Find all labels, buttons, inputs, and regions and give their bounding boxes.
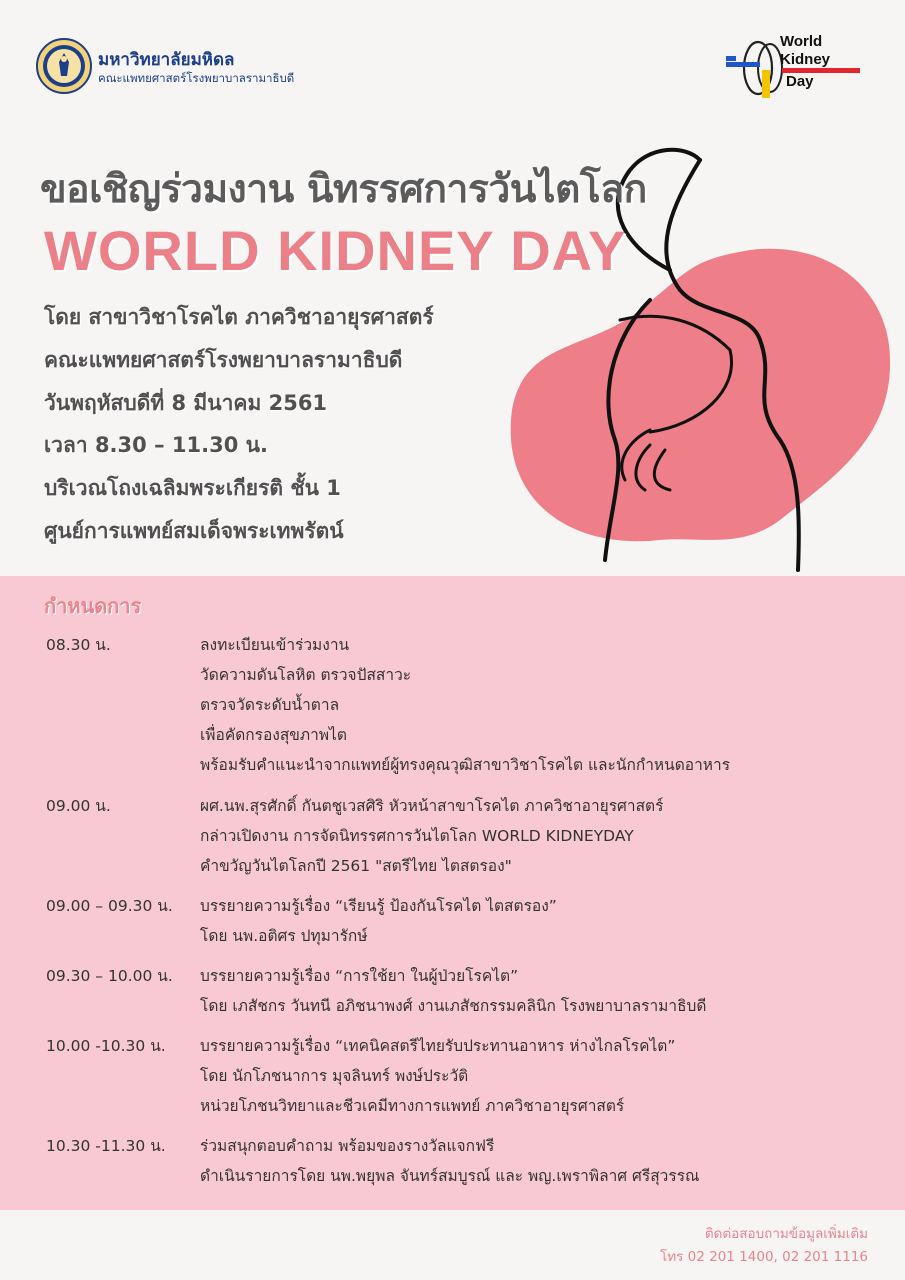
info-time: เวลา 8.30 – 11.30 น. <box>44 433 268 458</box>
agenda-line: ผศ.นพ.สุรศักดิ์ กันตชูเวสศิริ หัวหน้าสาขาโรคไต ภาควิชาอายุรศาสตร์ <box>200 797 664 815</box>
mahidol-seal-icon <box>36 38 92 94</box>
event-info <box>44 296 434 553</box>
agenda-line: ลงทะเบียนเข้าร่วมงาน <box>200 636 350 654</box>
contact-phone: โทร 02 201 1400, 02 201 1116 <box>659 1249 868 1265</box>
wkd-logo-word-3: Day <box>786 73 814 90</box>
agenda-time: 09.00 น. <box>46 797 111 815</box>
agenda-line: วัดความดันโลหิต ตรวจปัสสาวะ <box>200 666 412 684</box>
agenda-line: พร้อมรับคำแนะนำจากแพทย์ผู้ทรงคุณวุฒิสาขาวิชาโรคไต และนักกำหนดอาหาร <box>200 756 731 774</box>
header <box>0 0 905 120</box>
info-venue: บริเวณโถงเฉลิมพระเกียรติ ชั้น 1 <box>44 476 341 501</box>
agenda-line: ดำเนินรายการโดย นพ.พยุพล จันทร์สมบูรณ์ และ พญ.เพราพิลาศ ศรีสุวรรณ <box>200 1167 700 1185</box>
agenda-line: บรรยายความรู้เรื่อง “เทคนิคสตรีไทยรับประทานอาหาร ห่างไกลโรคไต” <box>200 1037 676 1055</box>
university-name: มหาวิทยาลัยมหิดล <box>98 50 235 70</box>
title-english: WORLD KIDNEY DAY <box>44 219 627 282</box>
agenda-line: บรรยายความรู้เรื่อง “การใช้ยา ในผู้ป่วยโรคไต” <box>200 967 519 985</box>
agenda-line: หน่วยโภชนวิทยาและชีวเคมีทางการแพทย์ ภาควิชาอายุรศาสตร์ <box>200 1097 625 1115</box>
agenda-line: โดย นักโภชนาการ มุจลินทร์ พงษ์ประวัติ <box>200 1067 469 1085</box>
agenda-time: 09.30 – 10.00 น. <box>46 967 173 985</box>
agenda-section <box>0 576 905 1210</box>
agenda-line: โดย เภสัชกร วันทนี อภิชนาพงศ์ งานเภสัชกรรมคลินิก โรงพยาบาลรามาธิบดี <box>200 997 707 1015</box>
agenda-time: 09.00 – 09.30 น. <box>46 897 173 915</box>
agenda-line: ร่วมสนุกตอบคำถาม พร้อมของรางวัลแจกฟรี <box>200 1137 495 1155</box>
agenda-line: ตรวจวัดระดับน้ำตาล <box>200 696 340 714</box>
wkd-logo-word-2: Kidney <box>780 51 831 68</box>
info-faculty: คณะแพทยศาสตร์โรงพยาบาลรามาธิบดี <box>44 347 403 372</box>
agenda-time: 10.30 -11.30 น. <box>46 1137 166 1155</box>
agenda-line: เพื่อคัดกรองสุขภาพไต <box>200 726 347 744</box>
agenda-heading: กำหนดการ <box>44 594 142 618</box>
wkd-logo-word-1: World <box>780 33 823 50</box>
agenda-line: กล่าวเปิดงาน การจัดนิทรรศการวันไตโลก WORLD KIDNEYDAY <box>200 827 634 845</box>
contact-label: ติดต่อสอบถามข้อมูลเพิ่มเติม <box>704 1226 868 1242</box>
info-building: ศูนย์การแพทย์สมเด็จพระเทพรัตน์ <box>44 518 344 543</box>
info-date: วันพฤหัสบดีที่ 8 มีนาคม 2561 <box>44 390 328 415</box>
title-thai: ขอเชิญร่วมงาน นิทรรศการวันไตโลก <box>40 167 647 212</box>
faculty-name: คณะแพทยศาสตร์โรงพยาบาลรามาธิบดี <box>98 71 295 85</box>
agenda-line: คำขวัญวันไตโลกปี 2561 "สตรีไทย ไตสตรอง" <box>200 857 512 875</box>
agenda-line: โดย นพ.อติศร ปทุมารักษ์ <box>200 927 368 945</box>
pink-blob <box>511 249 890 542</box>
info-organizer: โดย สาขาวิชาโรคไต ภาควิชาอายุรศาสตร์ <box>44 305 434 329</box>
agenda-time: 10.00 -10.30 น. <box>46 1037 166 1055</box>
agenda-time: 08.30 น. <box>46 636 111 654</box>
agenda-line: บรรยายความรู้เรื่อง “เรียนรู้ ป้องกันโรคไต ไตสตรอง” <box>200 897 557 915</box>
